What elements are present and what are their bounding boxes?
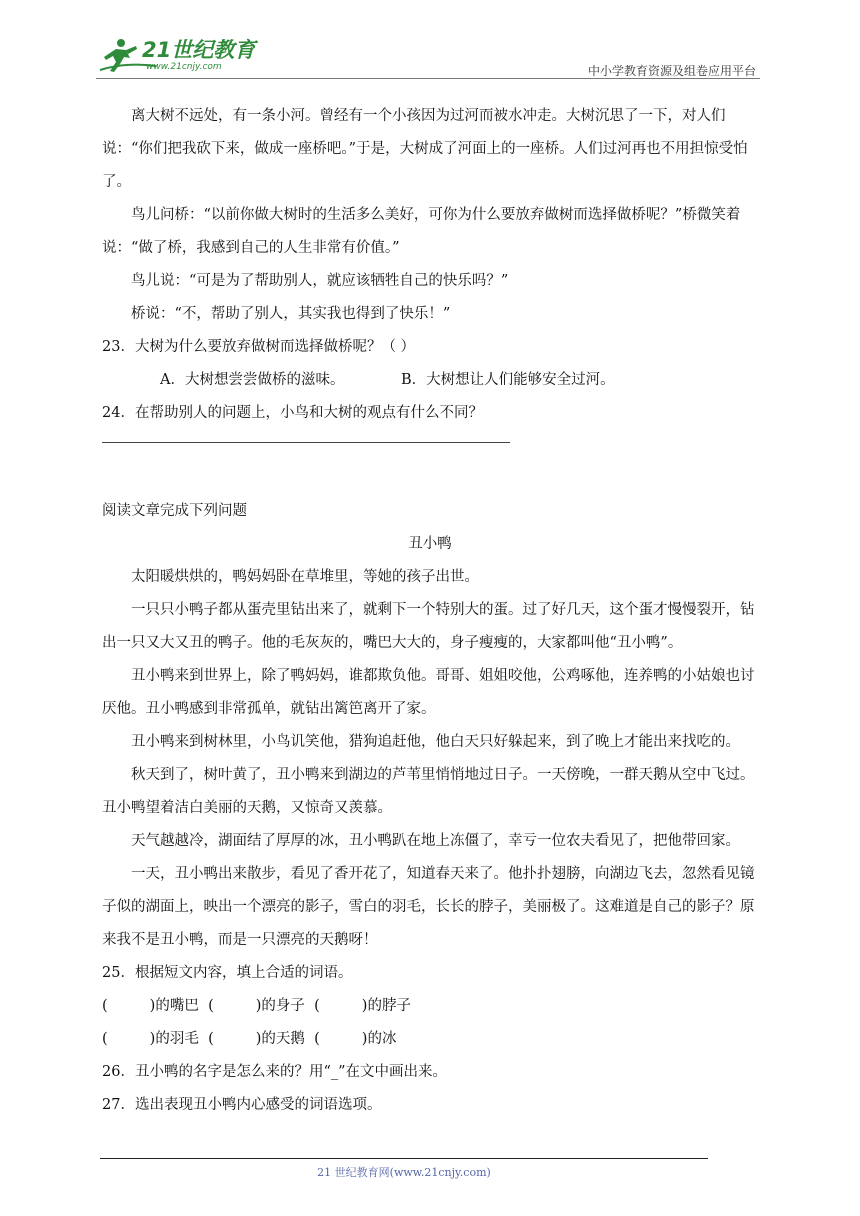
story-paragraph-1: 太阳暖烘烘的，鸭妈妈卧在草堆里，等她的孩子出世。: [131, 569, 479, 585]
section-instruction: 阅读文章完成下列问题: [102, 503, 247, 519]
fill-blank-row-2: [102, 1023, 758, 1056]
platform-label: 中小学教育资源及组卷应用平台: [587, 64, 756, 78]
option-b[interactable]: B．大树想让人们能够安全过河。: [401, 372, 615, 388]
blank-1-word: 的嘴巴: [155, 998, 199, 1014]
blank-5-word: 的天鹅: [261, 1031, 305, 1047]
logo-url: www.21cnjy.com: [146, 62, 222, 72]
passage1-paragraph-2: 鸟儿问桥：“以前你做大树时的生活多么美好，可你为什么要放弃做树而选择做桥呢？”桥微笑着说：“做了桥，我感到自己的人生非常有价值。”: [102, 207, 741, 256]
document-body: [102, 100, 758, 1122]
header-divider: [96, 78, 760, 79]
page-header: [96, 36, 760, 80]
story-title: 丑小鸭: [408, 536, 452, 552]
blank-1[interactable]: ( ): [102, 998, 156, 1014]
blank-2[interactable]: ( ): [208, 998, 262, 1014]
blank-3-word: 的脖子: [367, 998, 411, 1014]
question-26: 26．丑小鸭的名字是怎么来的？用“_”在文中画出来。: [102, 1064, 448, 1080]
question-23: 23．大树为什么要放弃做树而选择做桥呢？（ ）: [102, 339, 416, 355]
blank-2-word: 的身子: [261, 998, 305, 1014]
fill-blank-row-1: [102, 990, 758, 1023]
option-a[interactable]: A．大树想尝尝做桥的滋味。: [160, 372, 345, 388]
blank-5[interactable]: ( ): [208, 1031, 262, 1047]
question-25: 25．根据短文内容，填上合适的词语。: [102, 965, 353, 981]
question-24: 24．在帮助别人的问题上，小鸟和大树的观点有什么不同？: [102, 405, 483, 421]
story-paragraph-4: 丑小鸭来到树林里，小鸟讥笑他，猎狗追赶他，他白天只好躲起来，到了晚上才能出来找吃的。: [131, 734, 740, 750]
passage1-paragraph-1: 离大树不远处，有一条小河。曾经有一个小孩因为过河而被水冲走。大树沉思了一下，对人们说：“你们把我砍下来，做成一座桥吧。”于是，大树成了河面上的一座桥。人们过河再也不用担惊受怕了。: [102, 108, 748, 190]
question-27: 27．选出表现丑小鸭内心感受的词语选项。: [102, 1097, 382, 1113]
footer-divider: [100, 1158, 708, 1159]
question-23-options: [102, 364, 758, 397]
blank-4[interactable]: ( ): [102, 1031, 156, 1047]
story-paragraph-5: 秋天到了，树叶黄了，丑小鸭来到湖边的芦苇里悄悄地过日子。一天傍晚，一群天鹅从空中飞过。丑小鸭望着洁白美丽的天鹅，又惊奇又羡慕。: [102, 767, 755, 816]
blank-6[interactable]: ( ): [314, 1031, 368, 1047]
blank-4-word: 的羽毛: [155, 1031, 199, 1047]
story-paragraph-7: 一天，丑小鸭出来散步，看见了香开花了，知道春天来了。他扑扑翅膀，向湖边飞去，忽然看见镜子似的湖面上，映出一个漂亮的影子，雪白的羽毛，长长的脖子，美丽极了。这难道是自己的影子？原来我不是丑小鸭，而是一只漂亮的天鹅呀！: [102, 866, 755, 948]
footer-link[interactable]: 21 世纪教育网(www.21cnjy.com): [317, 1166, 491, 1179]
story-paragraph-6: 天气越越冷，湖面结了厚厚的冰，丑小鸭趴在地上冻僵了，幸亏一位农夫看见了，把他带回家。: [131, 833, 740, 849]
logo-text-block: [142, 38, 272, 78]
story-paragraph-3: 丑小鸭来到世界上，除了鸭妈妈，谁都欺负他。哥哥、姐姐咬他，公鸡啄他，连养鸭的小姑娘也讨厌他。丑小鸭感到非常孤单，就钻出篱笆离开了家。: [102, 668, 755, 717]
answer-line[interactable]: [102, 442, 510, 443]
blank-3[interactable]: ( ): [314, 998, 368, 1014]
story-paragraph-2: 一只只小鸭子都从蛋壳里钻出来了，就剩下一个特别大的蛋。过了好几天，这个蛋才慢慢裂开，钻出一只又大又丑的鸭子。他的毛灰灰的，嘴巴大大的，身子瘦瘦的，大家都叫他“丑小鸭”。: [102, 602, 755, 651]
logo-text: 21世纪教育: [142, 38, 256, 62]
blank-6-word: 的冰: [367, 1031, 397, 1047]
passage1-paragraph-4: 桥说：“不，帮助了别人，其实我也得到了快乐！”: [131, 306, 451, 322]
passage1-paragraph-3: 鸟儿说：“可是为了帮助别人，就应该牺牲自己的快乐吗？”: [131, 273, 509, 289]
